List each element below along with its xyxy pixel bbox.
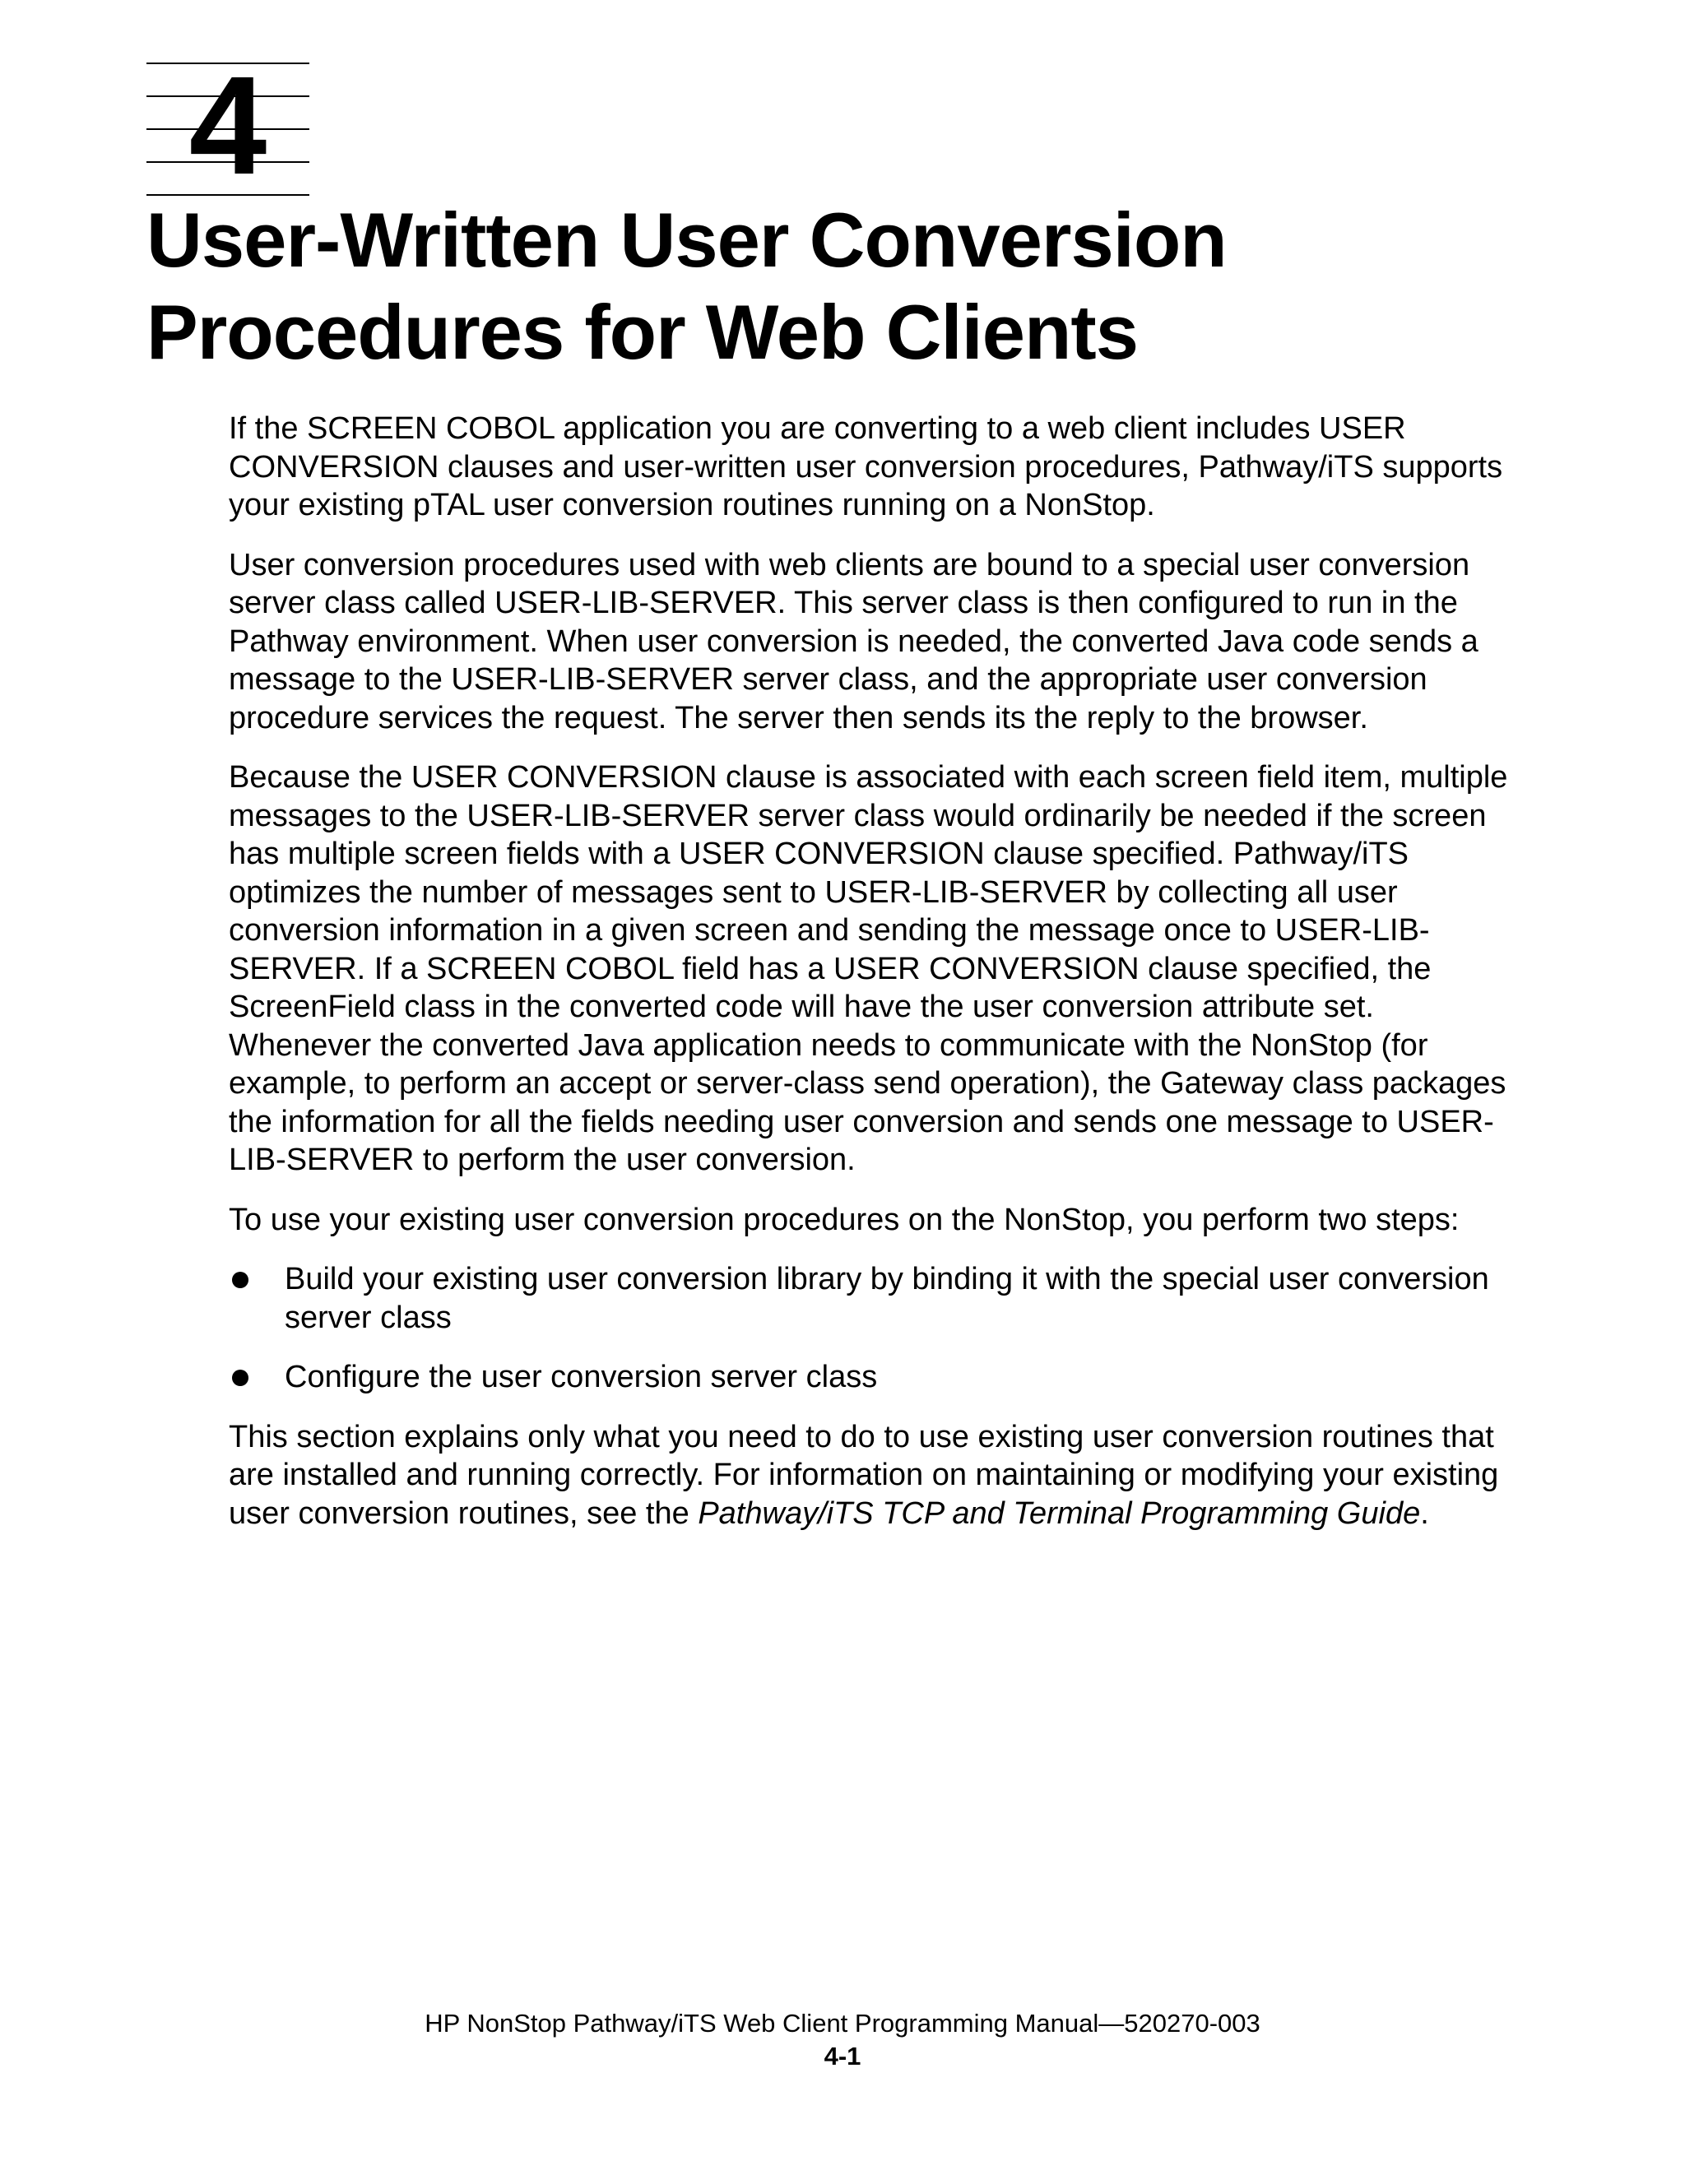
paragraph-intro: If the SCREEN COBOL application you are converting to a web client includes USER CONVERSION clauses and user-written user conversion procedures, Pathway/iTS supports your existing pTAL user conversion routines running on a NonStop. — [229, 411, 1503, 522]
list-item — [229, 1358, 1512, 1397]
chapter-body — [229, 410, 1512, 1554]
paragraph-optimization: Because the USER CONVERSION clause is associated with each screen field item, multiple messages to the USER-LIB-SERVER server class would ordinarily be needed if the screen has multiple screen fields with a USER CONVERSION clause specified. Pathway/iTS optimizes the number of messages sent to USER-LIB-SERVER by collecting all user conversion information in a given screen and sending the message once to USER-LIB-SERVER. If a SCREEN COBOL field has a USER CONVERSION clause specified, the ScreenField class in the converted code will have the user conversion attribute set. Whenever the converted Java application needs to communicate with the NonStop (for example, to perform an accept or server-class send operation), the Gateway class packages the information for all the fields needing user conversion and sends one message to USER-LIB-SERVER to perform the user conversion. — [229, 760, 1508, 1177]
closing-text: This section explains only what you need to do to use existing user conversion routines that are installed and running correctly. For information on maintaining or modifying your existing user conversion routines, see the — [229, 1419, 1499, 1531]
page-footer — [0, 2007, 1685, 2073]
paragraph-user-lib-server: User conversion procedures used with web clients are bound to a special user conversion server class called USER-LIB-SERVER. This server class is then configured to run in the Pathway environment. When user conversion is needed, the converted Java code sends a message to the USER-LIB-SERVER server class, and the appropriate user conversion procedure services the request. The server then sends its the reply to the browser. — [229, 547, 1478, 735]
chapter-title-line-1: User-Written User Conversion — [146, 197, 1227, 283]
list-item-text: Build your existing user conversion library by binding it with the special user conversion server class — [285, 1262, 1489, 1335]
list-item-text: Configure the user conversion server class — [285, 1360, 878, 1394]
list-item — [229, 1260, 1512, 1337]
bullet-icon — [232, 1272, 248, 1288]
steps-list — [229, 1260, 1512, 1397]
page-number: 4-1 — [824, 2042, 861, 2070]
guide-title: Pathway/iTS TCP and Terminal Programming Guide — [698, 1495, 1421, 1531]
chapter-title-line-2: Procedures for Web Clients — [146, 289, 1138, 375]
chapter-title — [146, 194, 1545, 378]
closing-period: . — [1420, 1495, 1429, 1531]
footer-manual-title: HP NonStop Pathway/iTS Web Client Programming Manual—520270-003 — [425, 2009, 1260, 2038]
chapter-number: 4 — [188, 48, 267, 204]
chapter-number-block — [146, 48, 309, 204]
bullet-icon — [232, 1370, 248, 1386]
paragraph-steps-intro: To use your existing user conversion procedures on the NonStop, you perform two steps: — [229, 1202, 1460, 1237]
paragraph-closing — [229, 1418, 1512, 1533]
